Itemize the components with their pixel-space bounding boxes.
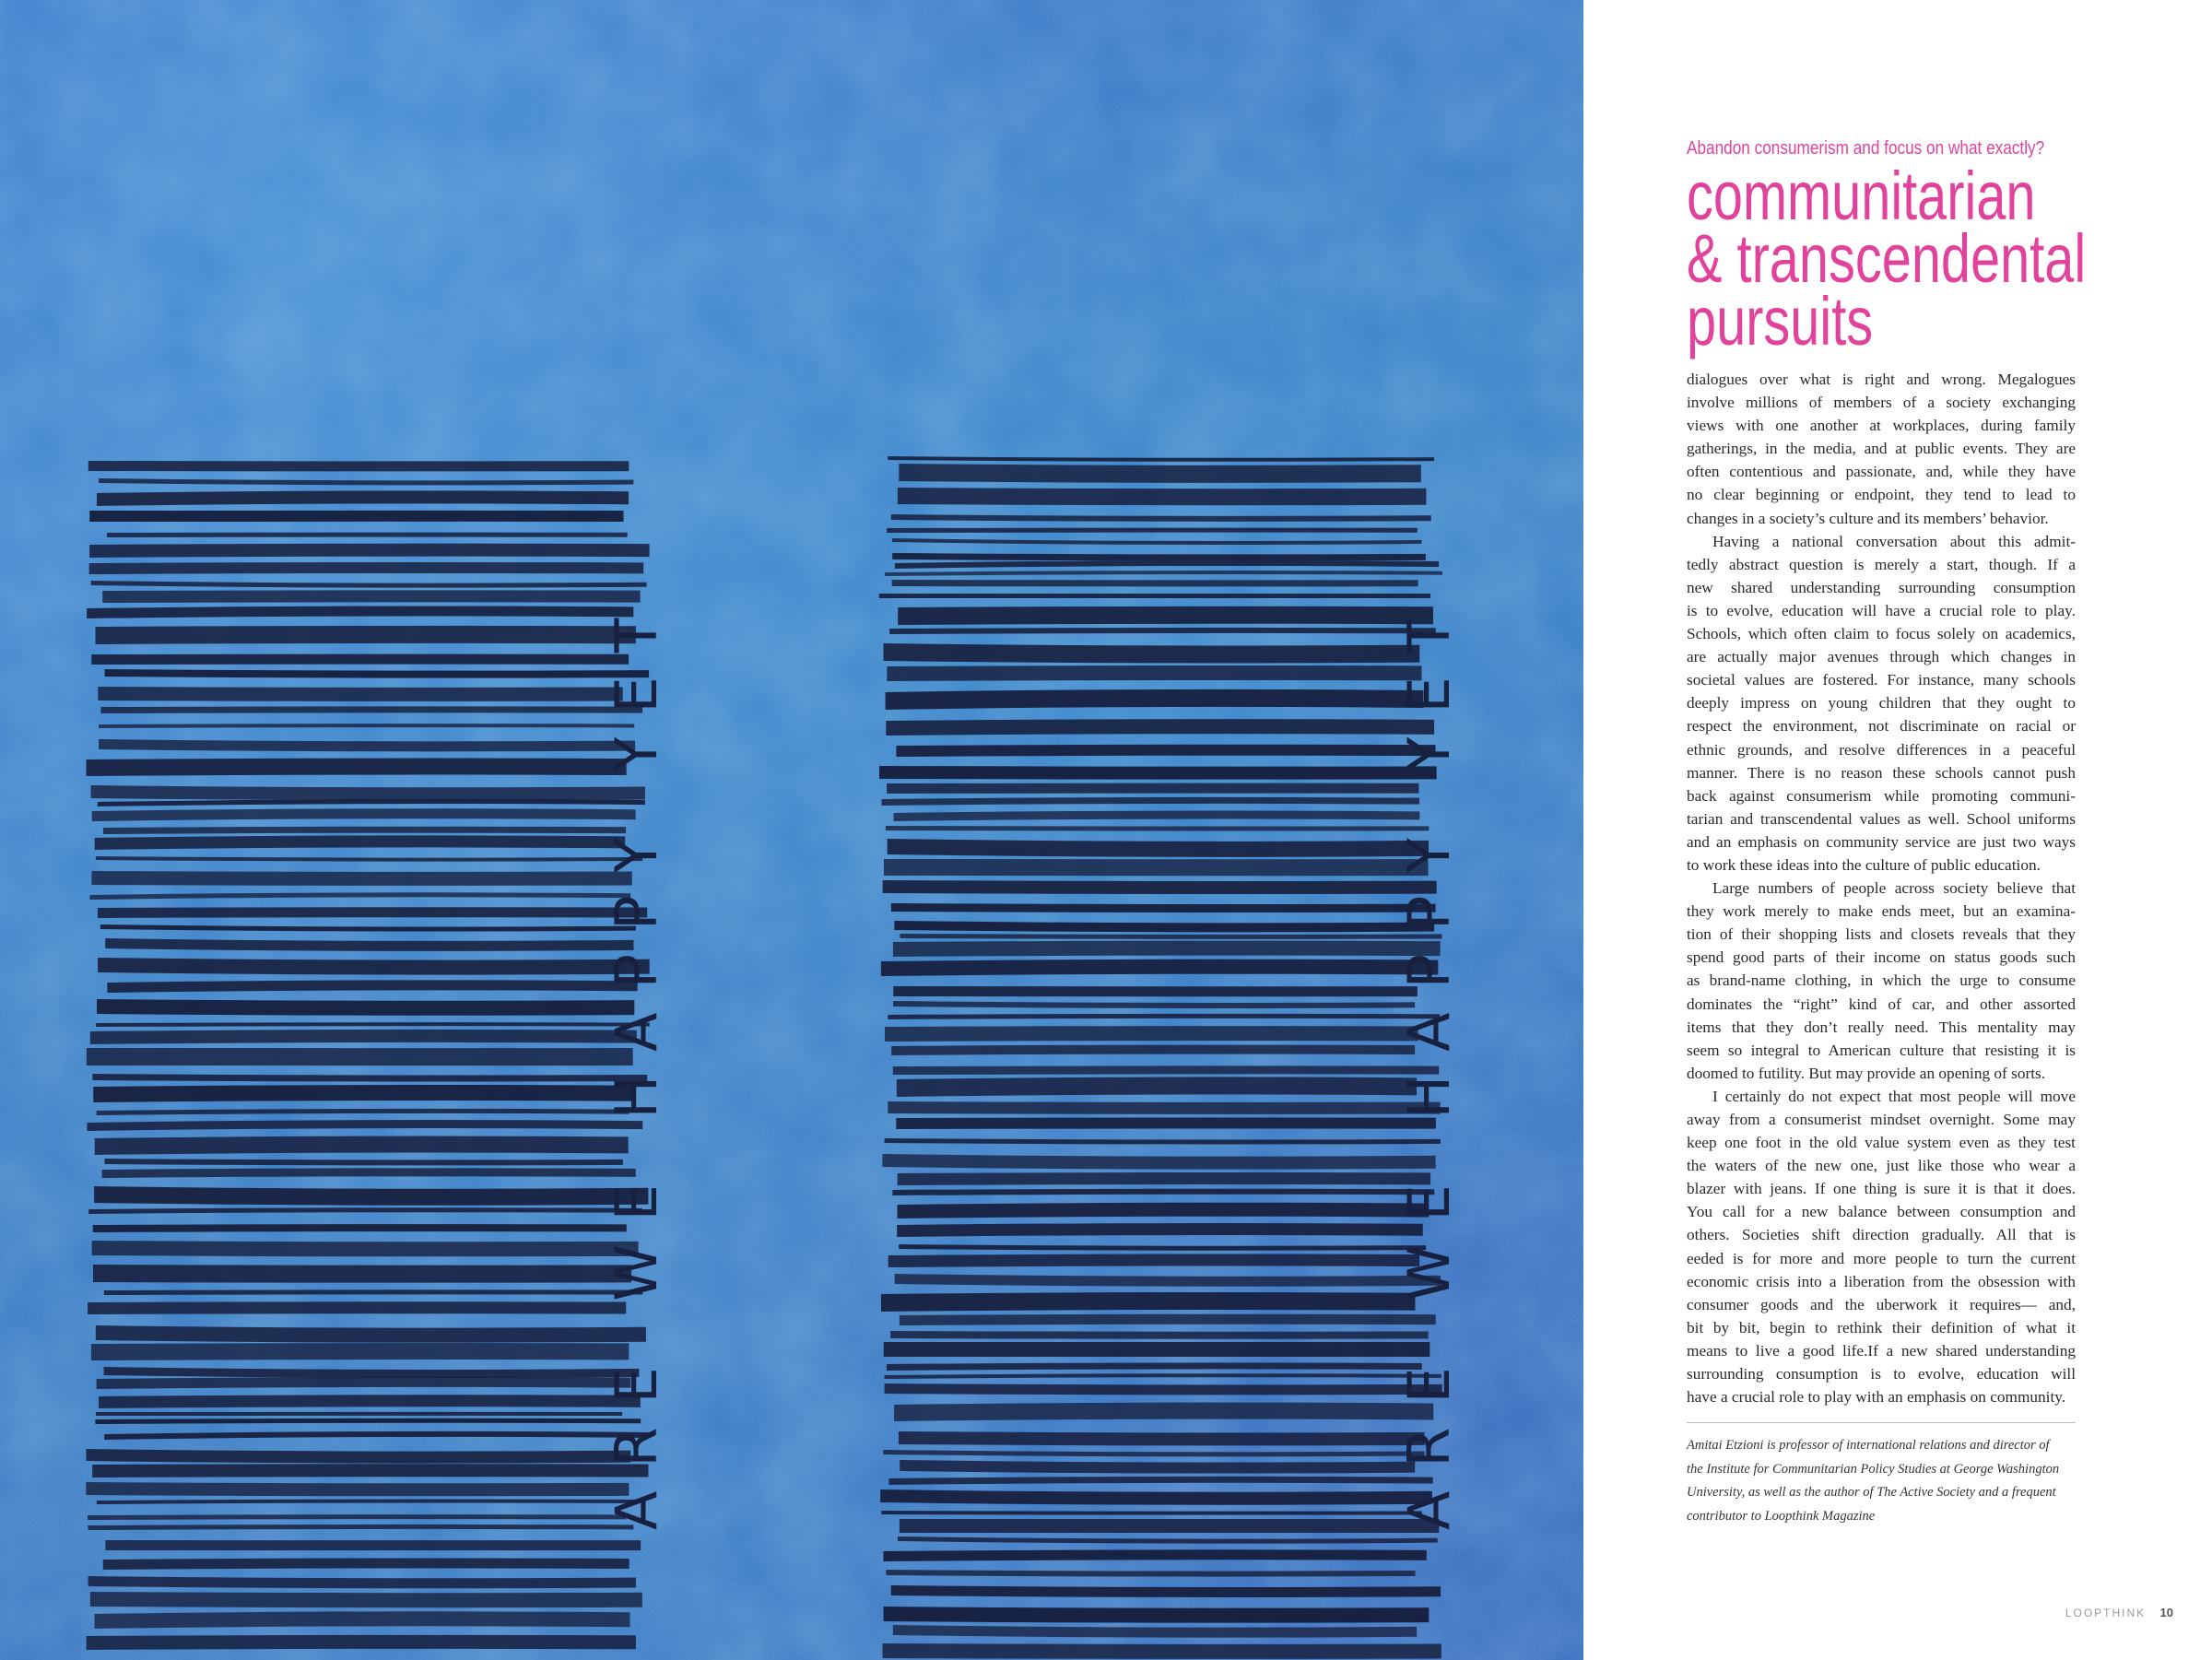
body-line: societal values are fostered. For instance, many schools	[1687, 671, 2076, 689]
body-line: surrounding consumption is to evolve, education will	[1687, 1365, 2076, 1383]
barcode-stripe	[98, 687, 622, 701]
body-line: are actually major avenues through which changes in	[1687, 648, 2076, 666]
body-line: eeded is for more and more people to turn the current	[1687, 1249, 2076, 1267]
magazine-name: LOOPTHINK	[2065, 1607, 2147, 1619]
body-line: economic crisis into a liberation from the obsession with	[1687, 1272, 2076, 1290]
bio-divider	[1687, 1422, 2076, 1423]
body-line: the waters of the new one, just like those who wear a	[1687, 1157, 2076, 1175]
barcode-stripe	[91, 871, 631, 886]
barcode-stripe	[893, 986, 1418, 996]
bio-line: University, as well as the author of The Active Society and a frequent	[1687, 1485, 2056, 1501]
body-line: manner. There is no reason these schools cannot push	[1687, 763, 2076, 782]
bio-line: contributor to Loopthink Magazine	[1687, 1508, 1876, 1524]
body-line: ethnic grounds, and resolve differences in a peaceful	[1687, 740, 2076, 759]
body-line: back against consumerism while promoting communi-	[1687, 786, 2076, 805]
barcode-left	[86, 461, 650, 1650]
barcode-stripe	[107, 533, 628, 537]
barcode-left-caption: ARE WE HAPPY YET	[603, 594, 670, 1530]
barcode-stripe	[883, 1643, 1441, 1659]
body-line: Schools, which often claim to focus solely on academics,	[1687, 625, 2076, 643]
body-line: no clear beginning or endpoint, they tend to lead to	[1687, 486, 2076, 504]
body-line: away from a consumerist mindset overnight. Some may	[1687, 1111, 2076, 1128]
barcode-stripe	[879, 594, 1430, 598]
barcode-stripe	[899, 1431, 1425, 1445]
barcode-stripe	[898, 606, 1433, 625]
barcode-stripe	[881, 1511, 1421, 1515]
barcode-stripe	[99, 1395, 641, 1408]
author-bio	[1687, 1434, 2076, 1528]
article-column	[1687, 138, 2087, 1528]
barcode-stripe	[102, 590, 640, 603]
barcode-stripe	[898, 1203, 1430, 1219]
body-line: keep one foot in the old value system even as they test	[1687, 1134, 2076, 1152]
barcode-stripe	[103, 1558, 629, 1570]
barcode-stripe	[898, 1172, 1430, 1185]
body-line: respect the environment, not discriminate on racial or	[1687, 717, 2076, 736]
barcode-stripe	[88, 1301, 626, 1314]
barcode-stripe	[888, 1101, 1440, 1114]
barcode-stripe	[892, 580, 1418, 586]
body-line: tarian and transcendental values as well. School uniforms	[1687, 809, 2076, 828]
body-line: changes in a society’s culture and its members’ behavior.	[1687, 509, 2049, 527]
body-line: You call for a new balance between consumption and	[1687, 1203, 2076, 1221]
body-line: have a crucial role to play with an emphasis on community.	[1687, 1388, 2066, 1407]
barcode-stripe	[891, 1045, 1415, 1055]
barcode-stripe	[89, 562, 643, 574]
barcode-stripe	[900, 1314, 1436, 1325]
body-line: bit by bit, begin to rethink their definition of what it	[1687, 1318, 2076, 1336]
barcode-stripe	[103, 827, 626, 834]
headline-line: pursuits	[1687, 283, 1874, 359]
barcode-stripe	[900, 934, 1441, 939]
barcode-stripe	[893, 1065, 1439, 1075]
barcode-stripe	[889, 628, 1436, 634]
barcode-stripe	[887, 783, 1418, 794]
barcode-stripe	[89, 511, 623, 522]
body-line: consumer goods and the uberwork it requires— and,	[1687, 1295, 2076, 1313]
barcode-stripe	[93, 1265, 631, 1283]
barcode-stripe	[90, 1030, 637, 1044]
body-line: gatherings, in the media, and at public events. They are	[1687, 440, 2076, 458]
barcode-stripe	[879, 766, 1437, 780]
barcode-stripe	[93, 1085, 633, 1102]
body-line: I certainly do not expect that most people will move	[1712, 1087, 2076, 1105]
barcode-stripe	[896, 1117, 1436, 1129]
barcode-stripe	[92, 1464, 648, 1478]
barcode-stripe	[95, 1136, 629, 1155]
barcode-stripe	[89, 544, 649, 558]
barcode-stripe	[896, 745, 1435, 757]
body-line: seem so integral to American culture that resisting it is	[1687, 1041, 2076, 1059]
body-line: they work merely to make ends meet, but an examina-	[1687, 902, 2076, 921]
barcode-stripe	[899, 464, 1421, 483]
barcode-right-caption: ARE WE HAPPY YET	[1395, 594, 1463, 1530]
body-line: items that they don’t really need. This mentality may	[1687, 1018, 2076, 1036]
body-line: is to evolve, education will have a crucial role to play.	[1687, 601, 2076, 619]
body-line: doomed to futility. But may provide an opening of sorts.	[1687, 1064, 2046, 1082]
body-line: tedly abstract question is merely a start, though. If a	[1687, 555, 2076, 573]
barcode-stripe	[887, 665, 1421, 681]
barcode-stripe	[92, 1241, 639, 1256]
body-line: Large numbers of people across society believe that	[1712, 879, 2076, 898]
body-line: others. Societies shift direction gradually. All that is	[1687, 1226, 2076, 1244]
page-folio	[2065, 1606, 2173, 1619]
barcode-stripe	[105, 1540, 641, 1550]
barcode-stripe	[883, 880, 1437, 894]
barcode-stripe	[95, 1611, 630, 1629]
body-line: dialogues over what is right and wrong. Megalogues	[1687, 371, 2076, 388]
headline-line: communitarian	[1687, 158, 2036, 234]
barcode-stripe	[885, 1026, 1418, 1042]
bio-line: the Institute for Communitarian Policy Studies at George Washington	[1687, 1461, 2060, 1477]
barcode-stripe	[88, 1514, 626, 1520]
barcode-stripe	[87, 759, 627, 776]
page-number: 10	[2159, 1606, 2173, 1619]
body-line: tion of their shopping lists and closets reveals that they	[1687, 925, 2076, 944]
body-line: as brand-name clothing, in which the urge to consume	[1687, 971, 2076, 990]
body-line: views with one another at workplaces, during family	[1687, 417, 2076, 435]
barcode-stripe	[897, 1223, 1423, 1237]
barcode-stripe	[97, 999, 634, 1016]
barcode-stripe	[891, 903, 1436, 912]
bio-line: Amitai Etzioni is professor of international relations and director of	[1687, 1438, 2050, 1454]
body-line: spend good parts of their income on status goods such	[1687, 948, 2076, 967]
barcode-stripe	[883, 1549, 1426, 1561]
barcode-stripe	[886, 826, 1429, 831]
body-line: dominates the “right” kind of car, and other assorted	[1687, 995, 2076, 1013]
barcode-stripe	[88, 461, 629, 471]
body-line: often contentious and passionate, and, while they have	[1687, 463, 2076, 481]
barcode-stripe	[886, 689, 1424, 710]
headline-line: & transcendental	[1687, 220, 2087, 297]
barcode-stripe	[897, 1077, 1417, 1097]
barcode-stripe	[87, 1048, 633, 1065]
barcode-stripe	[894, 1403, 1433, 1421]
barcode-stripe	[87, 1635, 636, 1650]
body-line: to work these ideas into the culture of public education.	[1687, 855, 2041, 874]
article-kicker: Abandon consumerism and focus on what exactly?	[1687, 138, 2045, 159]
article-body	[1687, 368, 2076, 1408]
barcode-stripe	[900, 1519, 1439, 1533]
barcode-stripe	[93, 1224, 627, 1232]
body-line: Having a national conversation about this admit-	[1712, 532, 2076, 550]
barcode-stripe	[884, 859, 1429, 876]
barcode-stripe	[96, 1325, 646, 1343]
barcode-stripe	[100, 706, 642, 713]
barcode-stripe	[91, 654, 629, 665]
barcode-stripe	[98, 958, 650, 975]
barcode-stripe	[91, 785, 645, 800]
barcode-stripe	[890, 1331, 1429, 1339]
barcode-stripe	[94, 1186, 648, 1206]
barcode-stripe	[888, 1254, 1419, 1267]
article-headline	[1687, 158, 2087, 359]
barcode-stripe	[104, 1289, 642, 1295]
barcode-stripe	[91, 1343, 629, 1360]
barcode-stripe	[96, 1412, 622, 1416]
barcode-stripe	[891, 1585, 1441, 1597]
barcode-stripe	[881, 1292, 1415, 1312]
barcode-stripe	[898, 488, 1427, 505]
body-line: means to live a good life.If a new shared understanding	[1687, 1341, 2076, 1360]
barcode-stripe	[888, 839, 1429, 857]
barcode-stripe	[884, 1607, 1430, 1623]
barcode-stripe	[887, 528, 1418, 533]
barcode-stripe	[96, 626, 636, 644]
body-line: blazer with jeans. If one thing is sure it is that it does.	[1687, 1180, 2076, 1198]
body-line: involve millions of members of a society exchanging	[1687, 394, 2076, 412]
barcode-stripe	[886, 719, 1434, 736]
body-line: new shared understanding surrounding consumption	[1687, 578, 2076, 596]
barcode-stripe	[885, 1383, 1442, 1395]
barcode-stripe	[90, 1592, 642, 1607]
body-line: deeply impress on young children that they ought to	[1687, 694, 2076, 712]
barcode-stripe	[883, 643, 1419, 663]
barcode-stripe	[98, 907, 647, 918]
body-line: and an emphasis on community service are just two ways	[1687, 832, 2076, 851]
barcode-stripe	[86, 1482, 629, 1496]
barcode-stripe	[884, 1342, 1430, 1357]
barcode-stripe	[893, 941, 1441, 957]
barcode-stripe	[881, 960, 1438, 976]
